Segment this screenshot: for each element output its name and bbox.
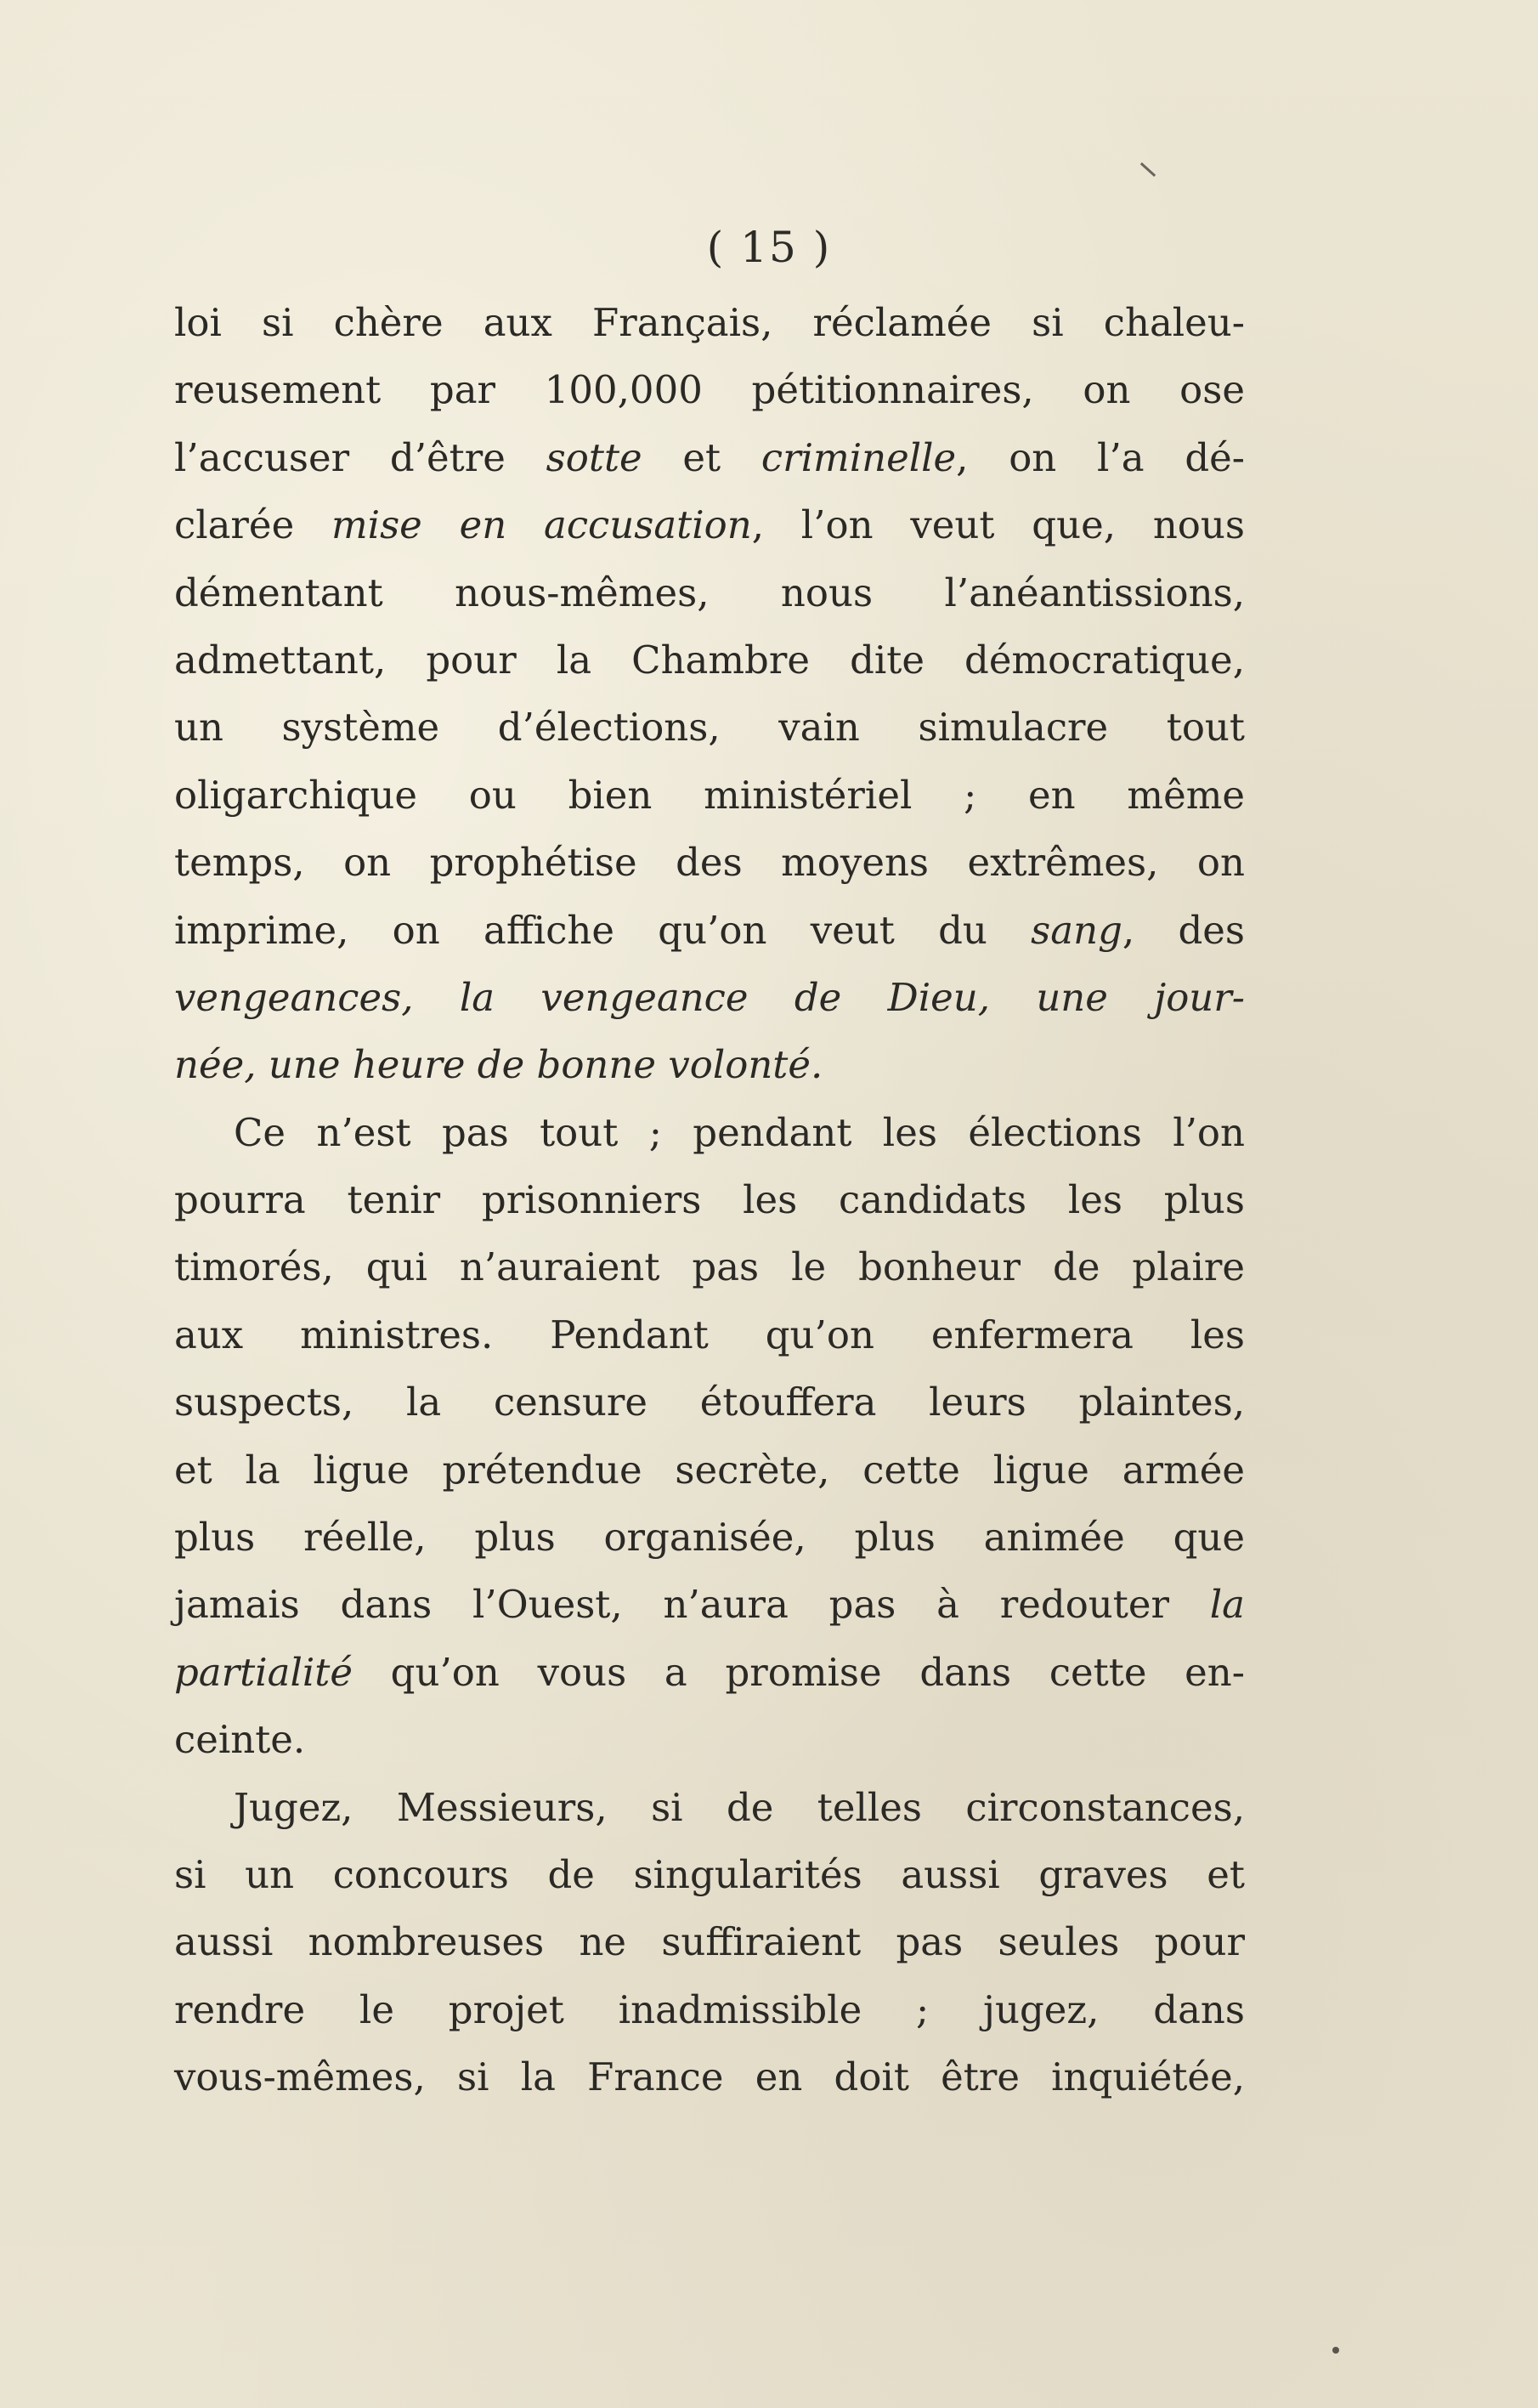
text-segment: , l’on veut que, nous (751, 502, 1245, 548)
text-segment: imprime, on affiche qu’on veut du (174, 907, 1032, 953)
ink-speck (1332, 2347, 1339, 2354)
text-line (174, 491, 1245, 558)
text-line (174, 1099, 1245, 1166)
text-line (174, 964, 1245, 1031)
text-segment: rendre le projet inadmissible ; jugez, dans (174, 1986, 1245, 2032)
text-line (174, 1368, 1245, 1436)
body-text (174, 289, 1245, 2111)
text-segment: loi si chère aux Français, réclamée si chaleu- (174, 300, 1245, 345)
text-line (174, 356, 1245, 423)
text-line (174, 1571, 1245, 1638)
text-line (174, 1436, 1245, 1504)
italic-text: mise en accusation (331, 502, 752, 548)
italic-text: la (1209, 1582, 1245, 1628)
text-line (174, 1841, 1245, 1908)
text-segment: si un concours de singularités aussi graves et (174, 1851, 1245, 1897)
italic-text: sang (1031, 907, 1122, 953)
text-segment: jamais dans l’Ouest, n’aura pas à redouter (174, 1582, 1210, 1628)
ink-mark (1140, 162, 1156, 177)
text-segment: et (642, 434, 761, 480)
text-line (174, 694, 1245, 761)
text-segment: qu’on vous a promise dans cette en- (352, 1649, 1245, 1695)
text-line (174, 1031, 1245, 1098)
text-line (174, 289, 1245, 356)
italic-text: née, une heure de bonne volonté. (174, 1042, 823, 1088)
text-segment: un système d’élections, vain simulacre tout (174, 705, 1245, 751)
text-line (174, 1774, 1245, 1841)
text-segment: pourra tenir prisonniers les candidats les plus (174, 1177, 1245, 1223)
text-line (174, 1166, 1245, 1233)
text-segment: démentant nous-mêmes, nous l’anéantissions, (174, 569, 1245, 615)
text-line (174, 1504, 1245, 1571)
text-segment: temps, on prophétise des moyens extrêmes, on (174, 840, 1245, 886)
text-line (174, 897, 1245, 964)
text-line (174, 762, 1245, 829)
text-line (174, 829, 1245, 896)
text-segment: suspects, la censure étouffera leurs plaintes, (174, 1380, 1245, 1425)
text-segment: timorés, qui n’auraient pas le bonheur de plaire (174, 1244, 1245, 1290)
italic-text: sotte (546, 434, 642, 480)
text-segment: et la ligue prétendue secrète, cette ligue armée (174, 1447, 1245, 1493)
text-segment: admettant, pour la Chambre dite démocratique, (174, 637, 1245, 683)
text-segment: aux ministres. Pendant qu’on enfermera les (174, 1312, 1245, 1357)
text-line (174, 1706, 1245, 1773)
text-line (174, 1301, 1245, 1368)
italic-text: vengeances, la vengeance de Dieu, une jour- (174, 974, 1245, 1020)
page-number: ( 15 ) (706, 223, 832, 272)
text-line (174, 559, 1245, 626)
text-line (174, 424, 1245, 491)
text-line (174, 1908, 1245, 1975)
text-segment: aussi nombreuses ne suffiraient pas seules pour (174, 1919, 1245, 1965)
text-line (174, 626, 1245, 694)
text-segment: Ce n’est pas tout ; pendant les élections l’on (234, 1109, 1245, 1155)
text-segment: Jugez, Messieurs, si de telles circonstances, (234, 1784, 1245, 1830)
text-line (174, 1233, 1245, 1300)
text-segment: oligarchique ou bien ministériel ; en même (174, 772, 1245, 818)
text-segment: plus réelle, plus organisée, plus animée que (174, 1515, 1245, 1561)
text-line (174, 1976, 1245, 2043)
text-segment: vous-mêmes, si la France en doit être inquiétée, (174, 2054, 1245, 2100)
italic-text: criminelle (761, 434, 957, 480)
italic-text: partialité (174, 1649, 353, 1695)
text-line (174, 2043, 1245, 2111)
text-segment: l’accuser d’être (174, 434, 546, 480)
text-line (174, 1639, 1245, 1706)
text-segment: , on l’a dé- (956, 434, 1245, 480)
text-segment: reusement par 100,000 pétitionnaires, on ose (174, 367, 1245, 413)
text-segment: ceinte. (174, 1717, 306, 1763)
text-segment: clarée (174, 502, 331, 548)
text-segment: , des (1122, 907, 1245, 953)
